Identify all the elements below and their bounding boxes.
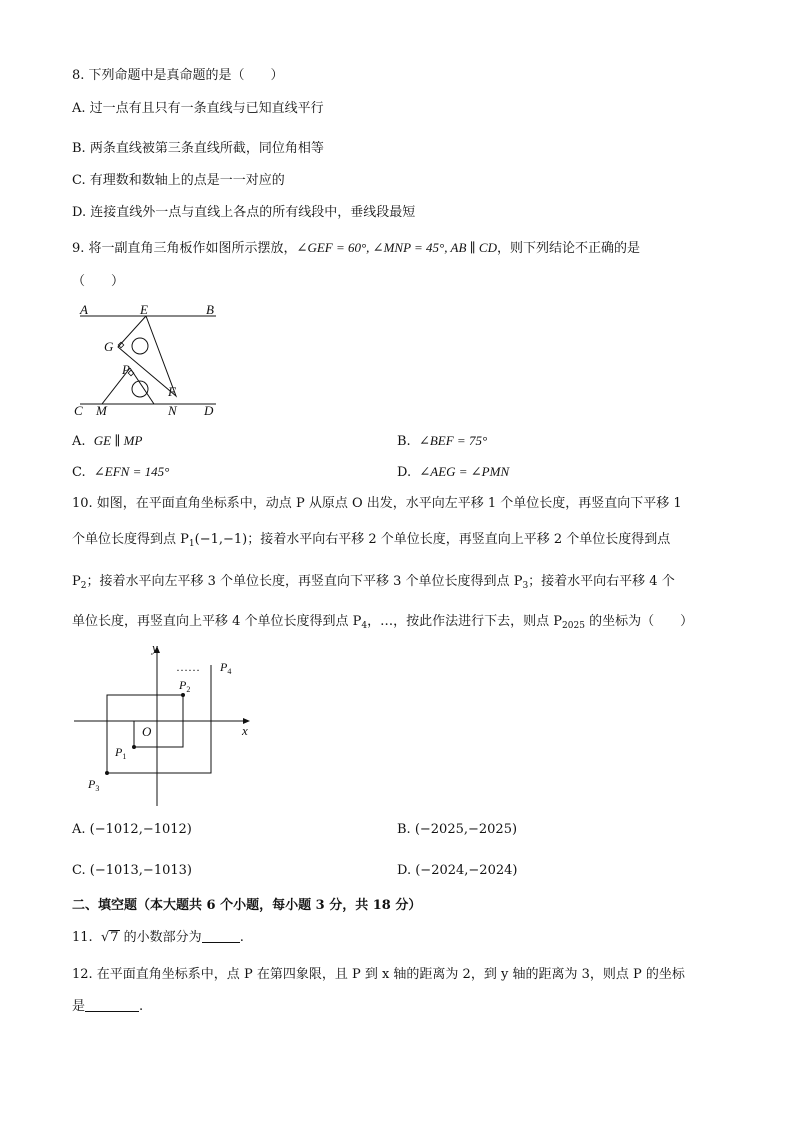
label-d: D: [204, 403, 214, 418]
label-x: x: [242, 723, 248, 738]
q10-option-d: D. (−2024,−2024): [397, 863, 518, 878]
q8-option-b: B. 两条直线被第三条直线所截，同位角相等: [72, 141, 324, 156]
q9-stem-suffix: ，则下列结论不正确的是: [496, 241, 640, 256]
q9-option-d: D. ∠AEG = ∠PMN: [397, 464, 510, 480]
label-p1: $P_1$: [115, 745, 127, 761]
q10-line4: 单位长度，再竖直向上平移 4 个单位长度得到点 $P_4$，…，按此作法进行下去，则点 $P_{2025}$ 的坐标为（ ）: [72, 614, 694, 631]
label-c: C: [74, 403, 83, 418]
label-n: N: [168, 403, 177, 418]
q11: 11. √7 的小数部分为 .: [72, 930, 244, 945]
q10-figure: [70, 640, 260, 810]
point-p2: [181, 693, 185, 697]
label-b: B: [206, 302, 214, 317]
label-dots: ……: [176, 660, 200, 674]
q12-answer-blank: [85, 998, 139, 1012]
label-p: P: [122, 362, 130, 377]
label-e: E: [140, 302, 148, 317]
q9-option-c: C. ∠EFN = 145°: [72, 464, 170, 480]
q10-line3: $P_2$；接着水平向左平移 3 个单位长度，再竖直向下平移 3 个单位长度得到点 $P_3$；接着水平向右平移 4 个: [72, 574, 675, 591]
section2-title: 二、填空题（本大题共 6 个小题，每小题 3 分，共 18 分）: [72, 898, 422, 913]
label-g: G: [104, 339, 114, 354]
q8-option-d: D. 连接直线外一点与直线上各点的所有线段中，垂线段最短: [72, 205, 416, 220]
q12-line2: 是 .: [72, 999, 144, 1014]
q9-paren: （ ）: [72, 274, 125, 289]
label-p3: $P_3$: [88, 777, 100, 793]
label-p4: $P_4$: [220, 660, 232, 676]
label-m: M: [96, 403, 107, 418]
q11-radicand: 7: [110, 930, 119, 945]
q9-figure: [74, 300, 224, 422]
q9-stem: [72, 238, 640, 259]
q8-stem: 8. 下列命题中是真命题的是（ ）: [72, 68, 284, 83]
point-p3: [105, 771, 109, 775]
q9-option-a: A. GE ∥ MP: [72, 433, 143, 449]
q10-line2: 个单位长度得到点 $P_1(-1,-1)$；接着水平向右平移 2 个单位长度，再竖直向上平移 2 个单位长度得到点: [72, 532, 671, 549]
q10-line1: 10. 如图，在平面直角坐标系中，动点 P 从原点 O 出发，水平向左平移 1 个单位长度，再竖直向下平移 1: [72, 496, 682, 511]
circle-upper: [132, 338, 148, 354]
label-f: F: [168, 384, 176, 399]
label-p2: $P_2$: [179, 678, 191, 694]
label-y: y: [152, 640, 158, 655]
q11-answer-blank: [202, 929, 240, 943]
q9-stem-prefix: 9. 将一副直角三角板作如图所示摆放，: [72, 241, 297, 256]
q9-stem-math: ∠GEF = 60°, ∠MNP = 45°, AB ∥ CD: [296, 240, 497, 255]
q8-option-a: A. 过一点有且只有一条直线与已知直线平行: [72, 101, 324, 116]
q10-option-c: C. (−1013,−1013): [72, 863, 192, 878]
q9-option-b: B. ∠BEF = 75°: [397, 433, 488, 449]
label-o: O: [142, 724, 152, 739]
point-p1: [132, 745, 136, 749]
q10-option-a: A. (−1012,−1012): [72, 822, 192, 837]
label-a: A: [80, 302, 88, 317]
q8-option-c: C. 有理数和数轴上的点是一一对应的: [72, 173, 285, 188]
q10-option-b: B. (−2025,−2025): [397, 822, 518, 837]
q12-line1: 12. 在平面直角坐标系中，点 P 在第四象限，且 P 到 x 轴的距离为 2，到 y 轴的距离为 3，则点 P 的坐标: [72, 967, 685, 982]
